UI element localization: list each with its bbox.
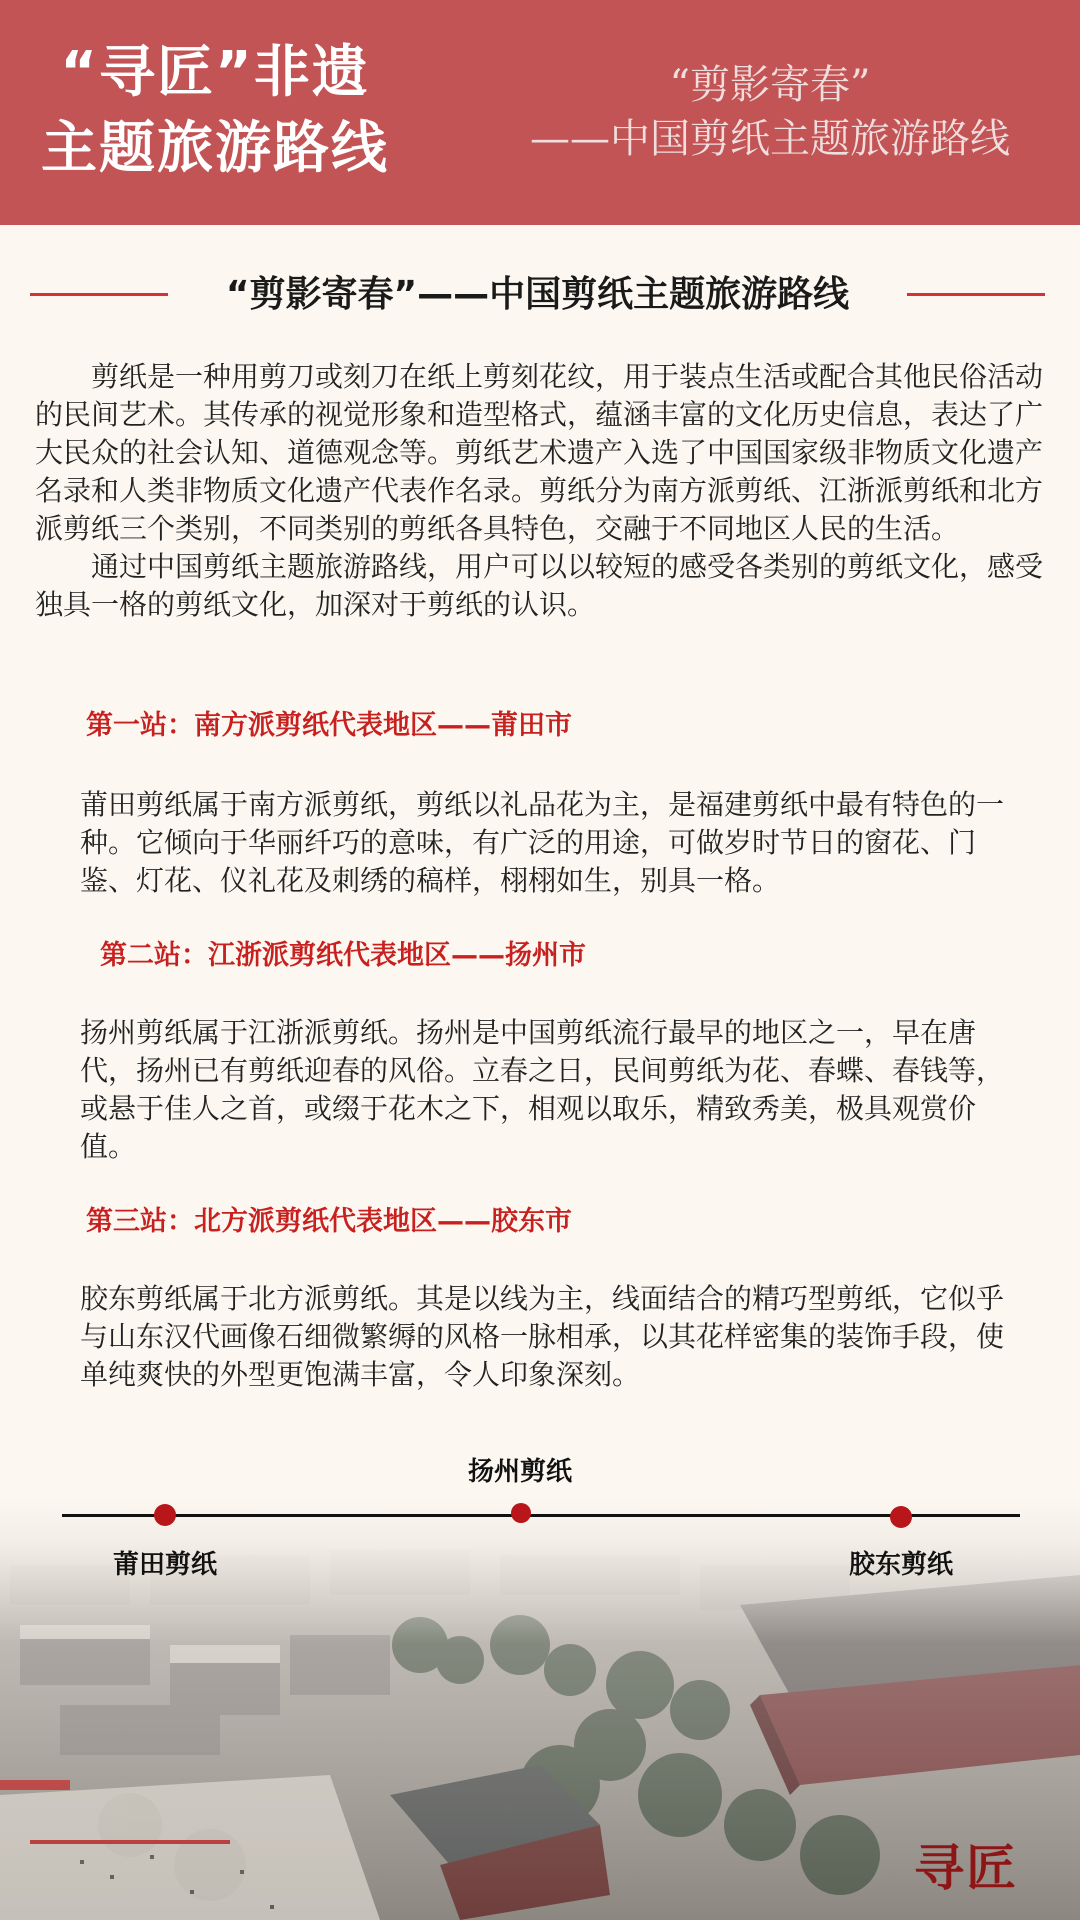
timeline-label-jiaodong: 胶东剪纸 [848,1550,953,1580]
route-caption [490,58,1050,166]
stop-title: 第三站：北方派剪纸代表地区——胶东市 [86,1206,572,1237]
stop-description: 胶东剪纸属于北方派剪纸。其是以线为主，线面结合的精巧型剪纸，它似乎与山东汉代画像石细微繁缛的风格一脉相承，以其花样密集的装饰手段，使单纯爽快的外型更饱满丰富，令人印象深刻。 [80,1282,1005,1391]
timeline-line [62,1514,1020,1517]
page-title: “剪影寄春”——中国剪纸主题旅游路线 [225,274,850,315]
timeline-dot-jiaodong[interactable] [890,1506,912,1528]
intro-text [35,358,1045,624]
route-caption-line2: ——中国剪纸主题旅游路线 [530,116,1010,162]
intro-paragraph: 通过中国剪纸主题旅游路线，用户可以以较短的感受各类别的剪纸文化，感受独具一格的剪纸文化，加深对于剪纸的认识。 [35,550,1044,621]
intro-paragraph: 剪纸是一种用剪刀或刻刀在纸上剪刻花纹，用于装点生活或配合其他民俗活动的民间艺术。其传承的视觉形象和造型格式，蕴涵丰富的文化历史信息，表达了广大民众的社会认知、道德观念等。剪纸艺术遗产入选了中国国家级非物质文化遗产名录和人类非物质文化遗产代表作名录。剪纸分为南方派剪纸、江浙派剪纸和北方派剪纸三个类别，不同类别的剪纸各具特色，交融于不同地区人民的生活。 [35,360,1044,545]
heading-rule-right [907,293,1045,296]
stop-title: 第二站：江浙派剪纸代表地区——扬州市 [100,940,586,971]
route-caption-line1: “剪影寄春” [669,62,871,108]
stop-title: 第一站：南方派剪纸代表地区——莆田市 [86,710,572,741]
timeline-label-yangzhou: 扬州剪纸 [467,1457,572,1487]
brand-watermark: 寻匠 [914,1839,1018,1897]
stop-description: 扬州剪纸属于江浙派剪纸。扬州是中国剪纸流行最早的地区之一，早在唐代，扬州已有剪纸迎春的风俗。立春之日，民间剪纸为花、春蝶、春钱等，或悬于佳人之首，或缀于花木之下，相观以取乐，精致秀美，极具观赏价值。 [80,1016,1005,1163]
timeline-dot-yangzhou[interactable] [511,1503,531,1523]
brand-title-line2: 主题旅游路线 [41,116,389,181]
brand-title-line1: “寻匠”非遗 [60,40,370,105]
header-banner [0,0,1080,225]
heading-rule-left [30,293,168,296]
stop-description: 莆田剪纸属于南方派剪纸，剪纸以礼品花为主，是福建剪纸中最有特色的一种。它倾向于华丽纤巧的意味，有广泛的用途，可做岁时节日的窗花、门鉴、灯花、仪礼花及刺绣的稿样，栩栩如生，别具一格。 [80,788,1005,897]
section-heading [30,265,1045,325]
brand-title [25,35,405,187]
timeline-label-putian: 莆田剪纸 [112,1550,217,1580]
timeline-dot-putian[interactable] [154,1504,176,1526]
